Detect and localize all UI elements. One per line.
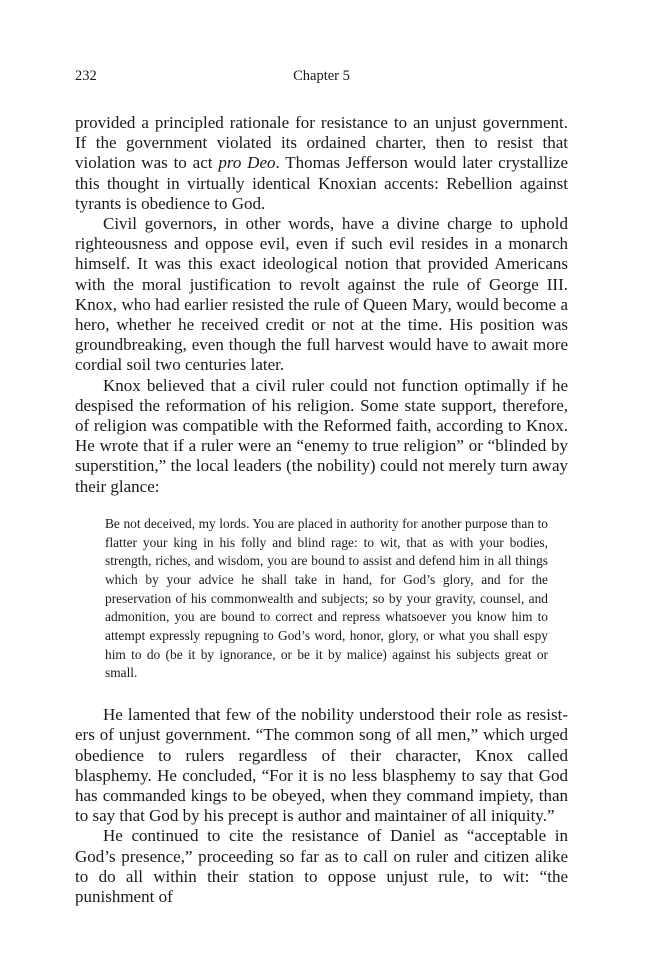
paragraph-2: Civil governors, in other words, have a divine charge to uphold righteousness and oppose evil, even if such evil resides in a monarch himself. It was this exact ideological notion that provided Americans with the moral justification to revolt against the rule of George III. Knox, who had earlier resisted the rule of Queen Mary, would become a hero, whether he received credit or not at the time. His position was groundbreaking, even though the full harvest would have to await more cordial soil two centuries later. [75, 214, 568, 375]
page-header [75, 68, 568, 88]
paragraph-1-part-1: provided a principled rationale for resistance to an unjust government. If the government violated its ordained charter, then to resist that violation was to act [75, 113, 568, 173]
paragraph-5: He continued to cite the resistance of Daniel as “acceptable in God’s presence,” proceeding so far as to call on ruler and citizen alike to do all within their station to oppose unjust rule, to wit: “the punishment of [75, 826, 568, 907]
paragraph-3: Knox believed that a civil ruler could not function optimally if he despised the reformation of his religion. Some state support, therefore, of religion was compatible with the Reformed faith, according to Knox. He wrote that if a ruler were an “enemy to true religion” or “blinded by superstition,” the local leaders (the nobility) could not merely turn away their glance: [75, 375, 568, 496]
page-number: 232 [75, 68, 97, 84]
pro-deo-italic: pro Deo [218, 153, 276, 173]
paragraph-1 [75, 113, 568, 214]
paragraph-4: He lamented that few of the nobility understood their role as resisters of unjust government. “The common song of all men,” which urged obedience to rulers regardless of their character, Knox called blasphemy. He concluded, “For it is no less blasphemy to say that God has commanded kings to be obeyed, when they command impiety, than to say that God by his precept is author and maintainer of all iniquity.” [75, 705, 568, 826]
running-head: Chapter 5 [293, 68, 350, 84]
body-text [75, 113, 568, 907]
paragraph-1-part-2: . Thomas Jefferson would later crystallize this thought in virtually identical Knoxian accents: Rebellion against tyrants is obedience to God. [75, 153, 569, 213]
block-quote: Be not deceived, my lords. You are placed in authority for another purpose than to flatter your king in his folly and blind rage: to wit, that as with your bodies, strength, riches, and wisdom, you are bound to assist and defend him in all things which by your advice he shall take in hand, for God’s glory, and for the preservation of his commonwealth and subjects; so by your gravity, counsel, and admonition, you are bound to correct and repress whatsoever you know him to attempt expressly repugning to God’s word, honor, glory, or what you shall espy him to do (be it by ignorance, or be it by malice) against his subjects great or small. [105, 515, 548, 681]
